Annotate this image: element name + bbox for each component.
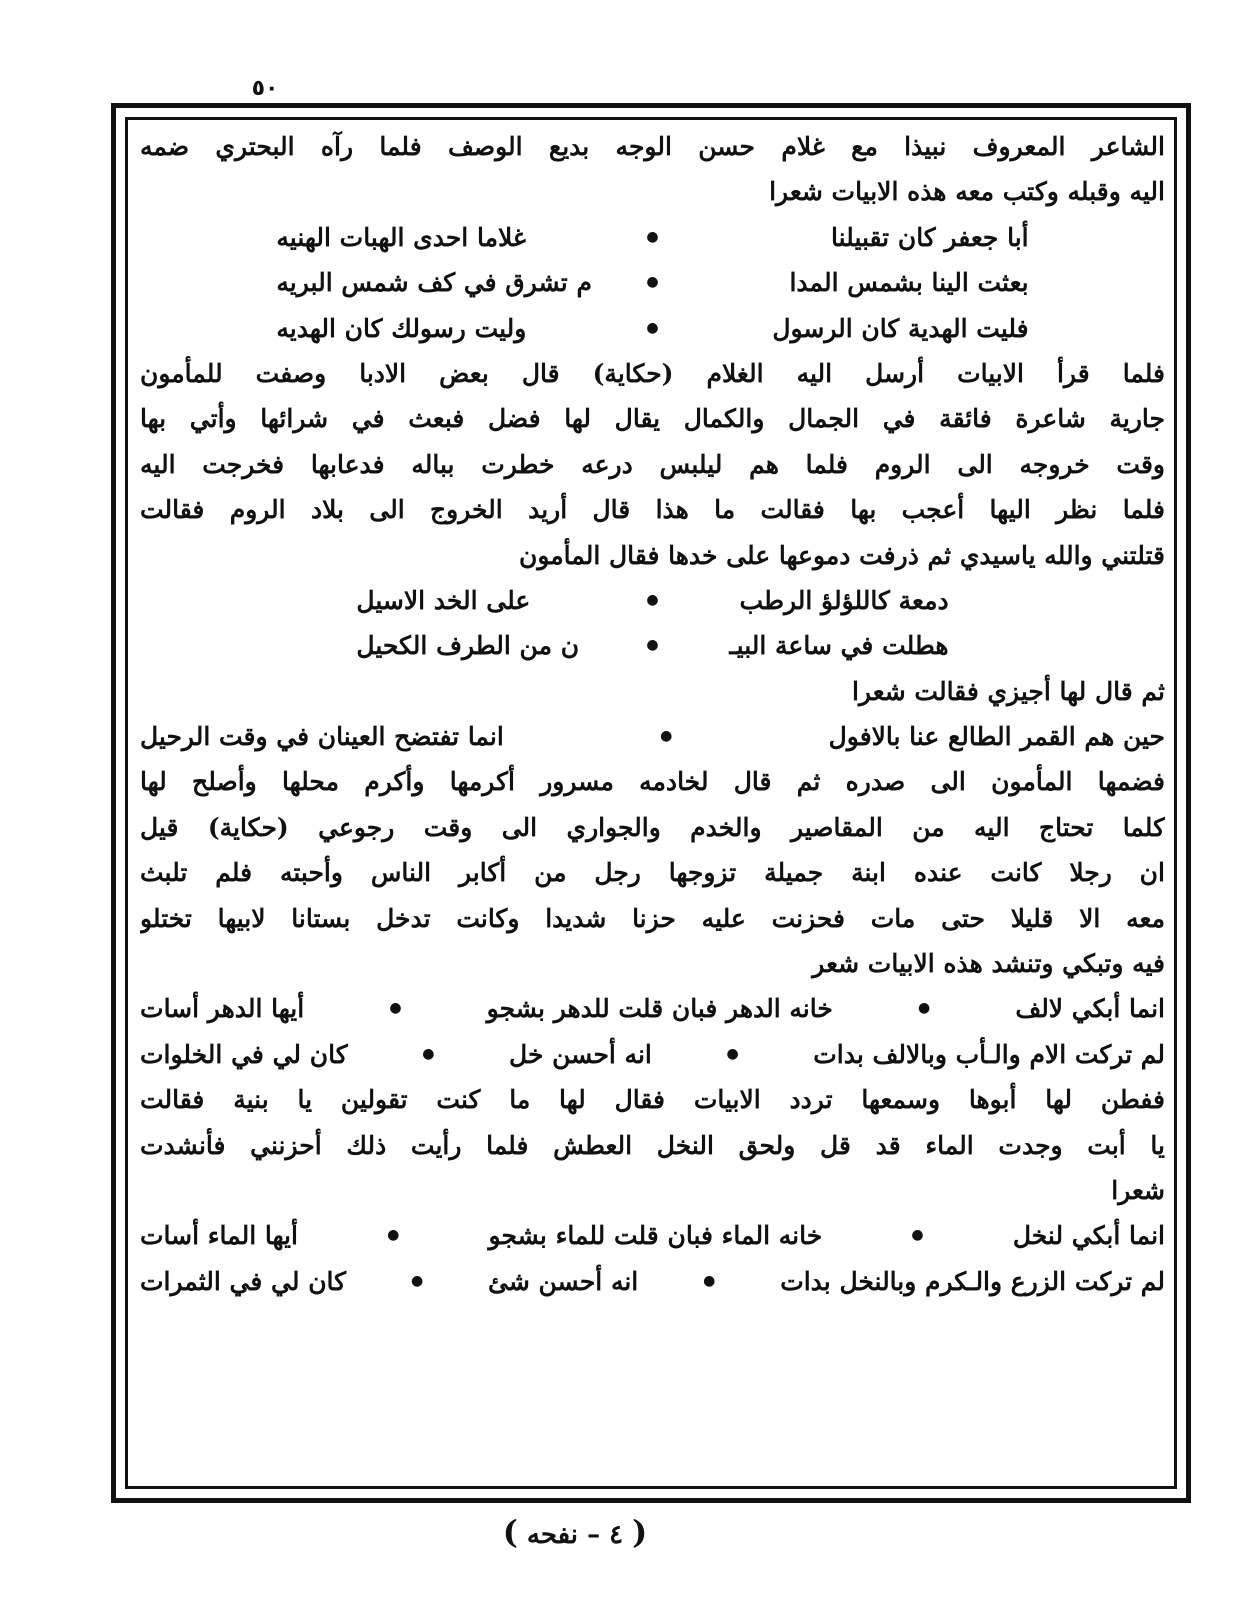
verse-segment: كان لي في الثمرات [140,1266,347,1296]
top-page-marker: ٥٠ [251,76,279,101]
verse-separator-dot: ● [389,1000,402,1017]
verse-second-hemistich: انما تفتضح العينان في وقت الرحيل [140,722,504,752]
verse-segment: انما أبكي لنخل [1012,1221,1165,1251]
verse-line [140,578,1165,623]
verse-segment: أيها الماء أسات [140,1221,298,1251]
text-line: شعرا [1111,1175,1165,1205]
verse-first-hemistich: بعثت الينا بشمس المدا [789,268,1029,298]
page-footer [470,1513,680,1551]
verse-segment: انه أحسن خل [509,1039,652,1069]
verse-first-hemistich: حين هم القمر الطالع عنا بالافول [828,722,1165,752]
verse-separator-dot: ● [917,1000,931,1017]
text-line: كلما تحتاج اليه من المقاصير والخدم والجواري الى وقت رجوعي (حكاية) قيل [140,812,1165,842]
verse-line [140,623,1165,668]
verse-separator-dot: ● [646,228,659,245]
text-line: اليه وقبله وكتب معه هذه الابيات شعرا [769,177,1165,207]
text-line: ففطن لها أبوها وسمعها تردد الابيات فقال لها ما كنت تقولين يا بنية فقالت [140,1085,1165,1115]
text-line: يا أبت وجدت الماء قد قل ولحق النخل العطش فلما رأيت ذلك أحزنني فأنشدت [140,1130,1165,1160]
verse-line [140,986,1165,1031]
verse-segment: انه أحسن شئ [488,1266,639,1296]
verse-second-hemistich: على الخد الاسيل [356,585,531,615]
verse-first-hemistich: فليت الهدية كان الرسول [772,313,1029,343]
verse-separator-dot: ● [646,637,659,654]
verse-segment: انما أبكي لالف [1015,994,1165,1024]
verse-separator-dot: ● [646,274,659,291]
verse-separator-dot: ● [660,728,673,745]
text-line: فيه وتبكي وتنشد هذه الابيات شعر [812,949,1165,979]
text-line: ثم قال لها أجيزي فقالت شعرا [851,676,1165,706]
verse-first-hemistich: دمعة كاللؤلؤ الرطب [739,585,949,615]
verse-separator-dot: ● [646,591,659,608]
verse-second-hemistich: وليت رسولك كان الهديه [276,313,527,343]
text-line: فلما قرأ الابيات أرسل اليه الغلام (حكاية) قال بعض الادبا وصفت للمأمون [140,358,1165,388]
verse-segment: أيها الدهر أسات [140,994,305,1024]
verse-separator-dot: ● [410,1272,424,1289]
text-line: ان رجلا كانت عنده ابنة جميلة تزوجها رجل من أكابر الناس وأحبته فلم تلبث [140,858,1165,888]
text-line: وقت خروجه الى الروم فلما هم ليلبس درعه خطرت بباله فدعابها فخرجت اليه [140,449,1165,479]
verse-line [140,260,1165,305]
verse-segment: خانه الماء فبان قلت للماء بشجو [488,1221,823,1251]
verse-line [140,1213,1165,1258]
text-line: معه الا قليلا حتى مات فحزنت عليه حزنا شديدا وكانت تدخل بستانا لابيها تختلو [140,903,1165,933]
footer-open-paren: ( [632,1513,648,1551]
text-line: قتلتني والله ياسيدي ثم ذرفت دموعها على خدها فقال المأمون [519,540,1165,570]
verse-line [140,306,1165,351]
verse-second-hemistich: ن من الطرف الكحيل [356,631,580,661]
verse-first-hemistich: هطلت في ساعة البيـ [729,631,949,661]
verse-line [140,1259,1165,1304]
footer-close-paren: ) [502,1513,518,1551]
verse-line [140,1032,1165,1077]
verse-second-hemistich: م تشرق في كف شمس البريه [276,268,592,298]
text-line: جارية شاعرة فائقة في الجمال والكمال يقال لها فضل فبعث في شرائها وأتي بها [140,404,1165,434]
page-body [140,124,1165,1484]
verse-separator-dot: ● [646,319,659,336]
verse-separator-dot: ● [911,1227,924,1244]
verse-segment: كان لي في الخلوات [140,1039,348,1069]
verse-separator-dot: ● [726,1045,739,1062]
verse-segment: لم تركت الزرع والـكرم وبالنخل بدات [780,1266,1165,1296]
footer-page-label: ٤ – نفحه [526,1520,624,1550]
verse-segment: خانه الدهر فبان قلت للدهر بشجو [486,994,833,1024]
verse-separator-dot: ● [387,1227,400,1244]
verse-first-hemistich: أبا جعفر كان تقبيلنا [831,222,1029,252]
verse-second-hemistich: غلاما احدى الهبات الهنيه [276,222,526,252]
text-line: الشاعر المعروف نبيذا مع غلام حسن الوجه بديع الوصف فلما رآه البحتري ضمه [140,132,1165,161]
verse-segment: لم تركت الام والـأب وبالالف بدات [813,1039,1165,1069]
verse-line [140,215,1165,260]
verse-separator-dot: ● [422,1045,435,1062]
verse-line [140,714,1165,759]
text-line: فضمها المأمون الى صدره ثم قال لخادمه مسرور أكرمها وأكرم محلها وأصلح لها [140,767,1165,797]
verse-separator-dot: ● [703,1272,716,1289]
text-line: فلما نظر اليها أعجب بها فقالت ما هذا قال أريد الخروج الى بلاد الروم فقالت [140,495,1165,525]
